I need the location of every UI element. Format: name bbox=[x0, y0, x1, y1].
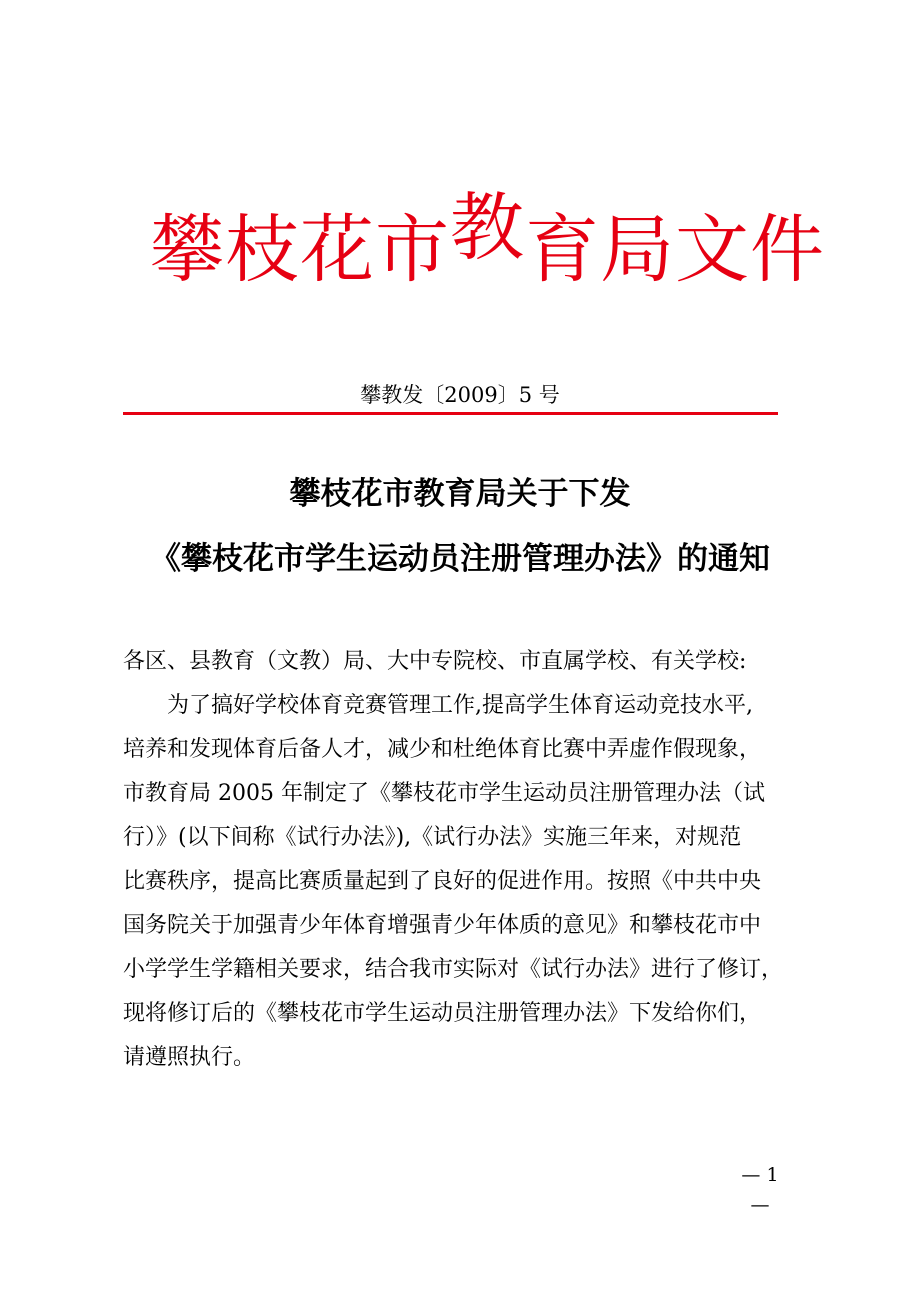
body-line: 为了搞好学校体育竞赛管理工作,提高学生体育运动竞技水平, bbox=[123, 693, 753, 718]
document-header-title bbox=[150, 185, 825, 310]
body-line: 市教育局 2005 年制定了《攀枝花市学生运动员注册管理办法（试 bbox=[123, 781, 765, 806]
header-title-part2: 育局文件 bbox=[525, 207, 825, 293]
body-line: 培养和发现体育后备人才，减少和杜绝体育比赛中弄虚作假现象， bbox=[123, 737, 762, 762]
notice-title-line-2: 《攀枝花市学生运动员注册管理办法》的通知 bbox=[150, 541, 770, 577]
notice-title-line-1: 攀枝花市教育局关于下发 bbox=[289, 476, 631, 512]
salutation: 各区、县教育（文教）局、大中专院校、市直属学校、有关学校: bbox=[123, 649, 747, 674]
body-line: 小学学生学籍相关要求，结合我市实际对《试行办法》进行了修订， bbox=[123, 957, 784, 982]
body-line: 比赛秩序，提高比赛质量起到了良好的促进作用。按照《中共中央 bbox=[123, 869, 762, 894]
body-line: 国务院关于加强青少年体育增强青少年体质的意见》和攀枝花市中 bbox=[123, 913, 762, 938]
document-number: 攀教发〔2009〕5 号 bbox=[360, 383, 560, 407]
red-divider-line bbox=[123, 412, 778, 415]
header-title-part1: 攀枝花市 bbox=[150, 207, 450, 293]
page-number: — 1 — bbox=[741, 1164, 779, 1216]
body-line: 行）》(以下间称《试行办法》),《试行办法》实施三年来，对规范 bbox=[123, 825, 742, 850]
body-line: 请遵照执行。 bbox=[123, 1045, 256, 1070]
header-title-raised-char: 教 bbox=[450, 185, 525, 271]
body-line: 现将修订后的《攀枝花市学生运动员注册管理办法》下发给你们， bbox=[123, 1001, 762, 1026]
